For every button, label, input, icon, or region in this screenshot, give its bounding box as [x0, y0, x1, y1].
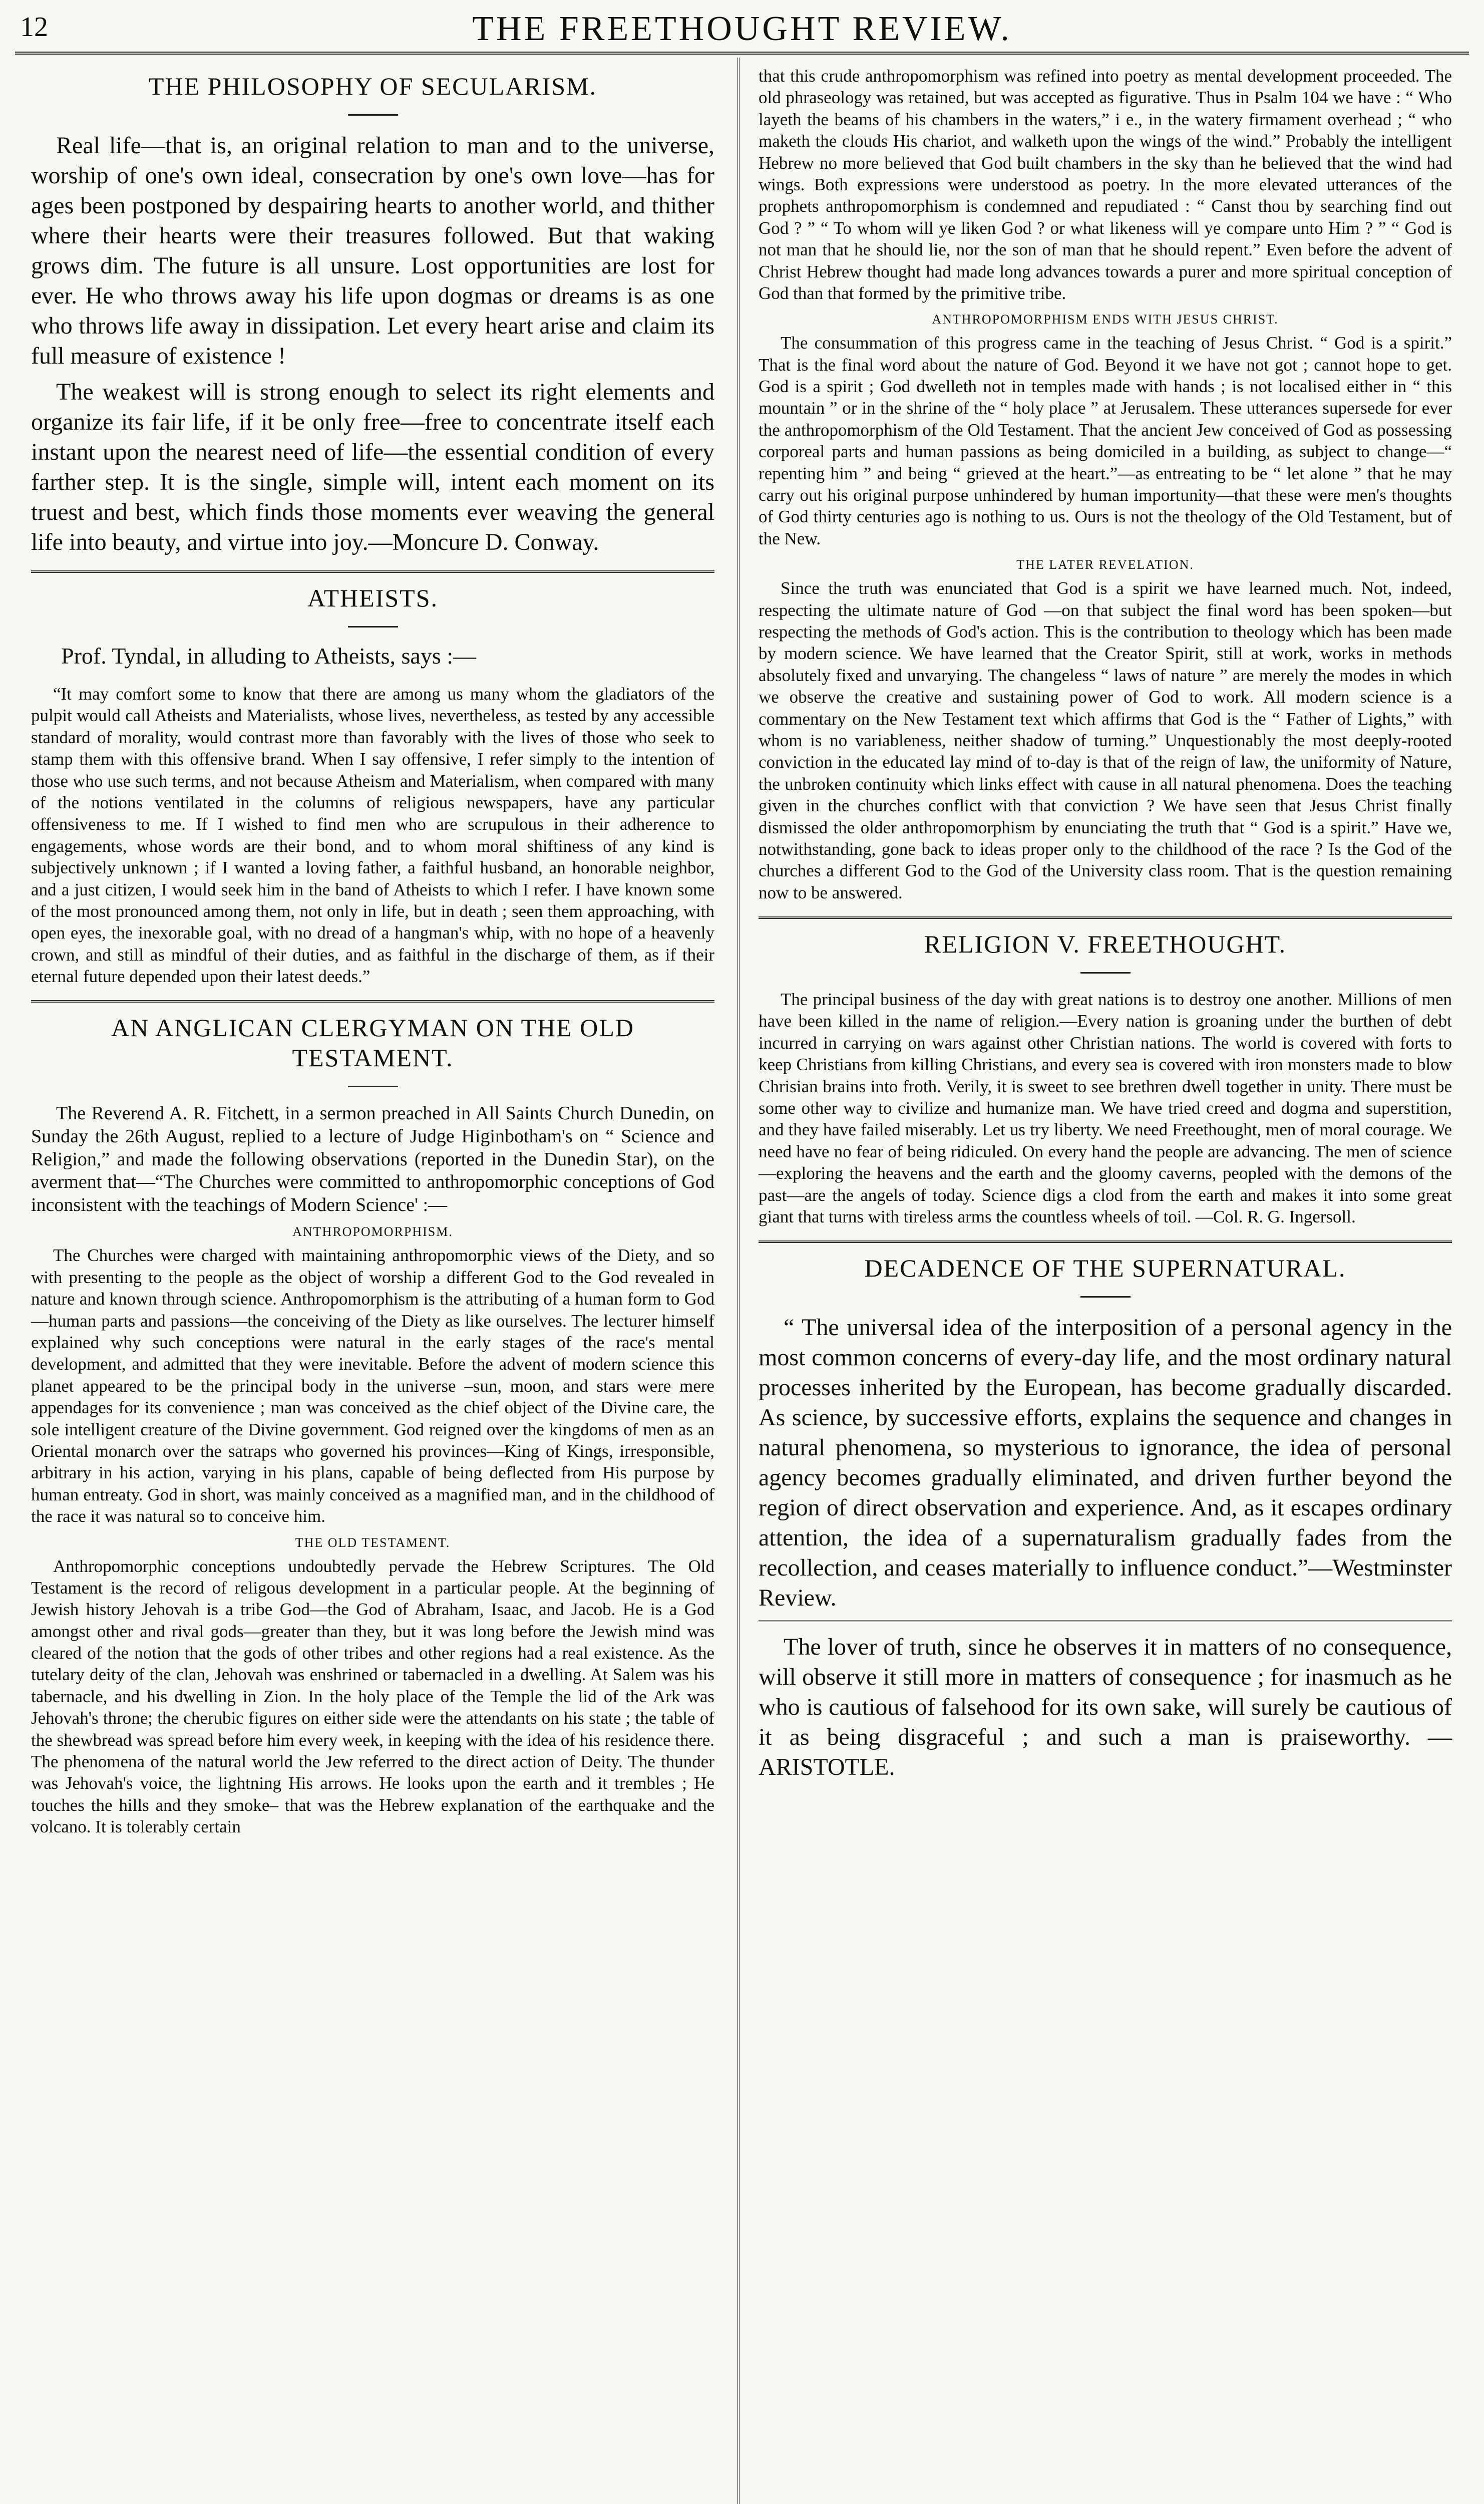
paragraph-continued: that this crude anthropomorphism was refined into poetry as mental development proceeded. The old phraseology was retained, but was accepted as figurative. Thus in Psalm 104 we have : “ Who layeth the beams of his chambers in the waters,” i e., in the watery firmament overhead ; “ who maketh the clouds His chariot, and walketh upon the wings of the wind.” Probably the intelligent Hebrew no more believed that God built chambers in the sky than he believed that the wind had wings. Both expressions were understood as poetry. In the more elevated utterances of the prophets anthropomorphism is condemned and repudiated : “ Canst thou by searching find out God ? ” “ To whom will ye liken God ? or what likeness will ye compare unto Him ? ” “ God is not man that he should lie, nor the son of man that he should repent.” Even before the advent of Christ Hebrew thought had made long advances towards a purer and more spiritual conception of God than that formed by the primitive tribe. [759, 66, 1452, 303]
paragraph: The lover of truth, since he observes it in matters of no consequence, will observe it still more in matters of consequence ; for inasmuch as he who is cautious of falsehood for its own sake, will surely be cautious of it as being disgraceful ; and such a man is praiseworthy. —ARISTOTLE. [759, 1634, 1452, 1781]
heading-rule [1080, 1296, 1131, 1298]
header-rule [15, 52, 1469, 55]
heading-rule [348, 114, 398, 116]
article-separator [759, 916, 1452, 919]
column-divider [737, 58, 739, 2504]
masthead [20, 0, 1464, 50]
article-separator [31, 1000, 714, 1003]
heading-rule [348, 626, 398, 628]
heading-rule [1080, 972, 1131, 974]
paragraph: The weakest will is strong enough to select its right elements and organize its fair life, if it be only free—free to concentrate itself each instant upon the nearest need of life—the essential condition of every farther step. It is the single, simple will, intent each moment on its truest and best, which finds those moments ever weaving the general life into beauty, and virtue into joy.—Moncure D. Conway. [31, 379, 714, 555]
article-heading: AN ANGLICAN CLERGYMAN ON THE OLD TESTAMENT. [111, 1014, 634, 1072]
article-heading: THE PHILOSOPHY OF SECULARISM. [148, 72, 597, 100]
paragraph: The Reverend A. R. Fitchett, in a sermon preached in All Saints Church Dunedin, on Sunday the 26th August, replied to a lecture of Judge Higinbotham's on “ Science and Religion,” and made the following observations (reported in the Dunedin Star), on the averment that—“The Churches were committed to anthropomorphic conceptions of God inconsistent with the teachings of Modern Science' :— [31, 1103, 714, 1215]
article-atheists [31, 583, 714, 987]
newspaper-title: THE FREETHOUGHT REVIEW. [472, 10, 1012, 48]
article-decadence [759, 1253, 1452, 1613]
article-heading: RELIGION V. FREETHOUGHT. [924, 930, 1286, 959]
article-separator [31, 570, 714, 573]
heading-rule [348, 1086, 398, 1087]
article-anglican [31, 1013, 714, 1837]
article-aristotle [759, 1632, 1452, 1782]
article-separator [759, 1620, 1452, 1622]
paragraph: The consummation of this progress came in the teaching of Jesus Christ. “ God is a spirit.” That is the final word about the nature of God. Beyond it we have not got ; cannot hope to get. God is a spirit ; God dwelleth not in temples made with hands ; is not localised either in “ this mountain ” or in the shrine of the “ holy place ” at Jerusalem. These utterances supersede for ever the anthropomorphism of the Old Testament. That the ancient Jew conceived of God as possessing corporeal parts and human passions as being domiciled in a building, as subject to change—“ repenting him ” and being “ grieved at the heart.”—as entreating to be “ let alone ” that he may carry out his original purpose unhindered by human importunity—that these were men's thoughts of God thirty centuries ago is nothing to us. Ours is not the theology of the Old Testament, but of the New. [759, 333, 1452, 548]
left-column [31, 65, 714, 1842]
paragraph: The Churches were charged with maintaining anthropomorphic views of the Diety, and so with presenting to the people as the object of worship a different God to the God revealed in nature and known through science. Anthropomorphism is the attributing of a human form to God—human parts and passions—the conceiving of the Diety as like ourselves. The lecturer himself explained why such conceptions were natural in the early stages of the race's mental development, and admitted that they were inevitable. Before the advent of modern science this planet appeared to be the principal body in the universe –sun, moon, and stars were mere appendages for its convenience ; man was conceived as the chief object of the Divine care, the sole intelligent creature of the Divine government. God reigned over the kingdoms of men as an Oriental monarch over the satraps who governed his provinces—King of Kings, irresponsible, arbitrary in his action, varying in his plans, capable of being deflected from His purpose by human entreaty. God in short, was mainly conceived as a magnified man, and in the childhood of the race it was natural so to conceive him. [31, 1245, 714, 1526]
subheading: ANTHROPOMORPHISM. [292, 1224, 453, 1239]
paragraph: Since the truth was enunciated that God is a spirit we have learned much. Not, indeed, respecting the ultimate nature of God —on that subject the final word has been spoken—but respecting the methods of God's action. This is the contribution to theology which has been made by modern science. We have learned that the Creator Spirit, still at work, works in methods absolutely fixed and unvarying. The changeless “ laws of nature ” are merely the modes in which we observe the creative and sustaining power of God to work. All modern science is a commentary on the New Testament text which affirms that God is the “ Father of Lights,” with whom is no variableness, neither shadow of turning.” Unquestionably the most deeply-rooted conviction in the educated lay mind of to-day is that of the reign of law, the uniformity of Nature, the unbroken continuity which links effect with cause in all natural phenomena. Does the teaching given in the churches conflict with that conviction ? We have seen that Jesus Christ finally dismissed the older anthropomorphism by enunciating the truth that “ God is a spirit.” Have we, notwithstanding, gone back to ideas proper only to the childhood of the race ? Is the God of the churches a different God to the God of the University class room. That is the question remaining now to be answered. [759, 578, 1452, 902]
right-column [759, 65, 1452, 1788]
page-number: 12 [20, 12, 48, 43]
paragraph: “ The universal idea of the interposition of a personal agency in the most common concerns of every-day life, and the most ordinary natural processes inherited by the European, has become gradually discarded. As science, by successive efforts, explains the sequence and changes in natural phenomena, so mysterious to ignorance, the idea of personal agency becomes gradually eliminated, and driven further beyond the region of direct observation and experience. And, as it escapes ordinary attention, the idea of a supernaturalism gradually fades from the recollection, and ceases materially to influence conduct.”—Westminster Review. [759, 1314, 1452, 1612]
article-heading: DECADENCE OF THE SUPERNATURAL. [864, 1254, 1346, 1283]
paragraph: The principal business of the day with great nations is to destroy one another. Millions of men have been killed in the name of religion.—Every nation is groaning under the burthen of debt incurred in carrying on wars against other Christian nations. The world is covered with forts to keep Christians from killing Christians, and every sea is covered with iron monsters made to blow Chrisian brains into froth. Verily, it is sweet to see brethren dwell together in unity. There must be some other way to civilize and humanize man. We have tried creed and dogma and superstition, and they have failed miserably. Let us try liberty. We need Freethought, men of moral courage. We need have no fear of being ridiculed. On every hand the people are advancing. The men of science—exploring the heavens and the earth and the gloomy caverns, peopled with the demons of the past—are the angels of today. Science digs a clod from the earth and makes it into some great giant that turns with tireless arms the countless wheels of toil. —Col. R. G. Ingersoll. [759, 990, 1452, 1226]
subheading: THE OLD TESTAMENT. [295, 1535, 451, 1550]
article-separator [759, 1240, 1452, 1243]
article-religion [759, 929, 1452, 1227]
article-secularism [31, 71, 714, 557]
subheading: THE LATER REVELATION. [1016, 557, 1194, 572]
paragraph: Real life—that is, an original relation to man and to the universe, worship of one's own ideal, consecration by one's own love—has for ages been postponed by despairing hearts to another world, and thither where their hearts were their treasures followed. But that waking grows dim. The future is all unsure. Lost opportunities are lost for ever. He who throws away his life upon dogmas or dreams is as one who throws life away in dissipation. Let every heart arise and claim its full measure of existence ! [31, 132, 714, 369]
quotation: “It may comfort some to know that there are among us many whom the gladiators of the pulpit would call Atheists and Materialists, whose lives, nevertheless, as tested by any accessible standard of morality, would contrast more than favorably with the lives of those who seek to stamp them with this offensive brand. When I say offensive, I refer simply to the intention of those who use such terms, and not because Atheism and Materialism, when compared with many of the notions ventilated in the columns of religious newspapers, have any particular offensiveness to me. If I wished to find men who are scrupulous in their adherence to engagements, whose words are their bond, and to whom moral shiftiness of any kind is subjectively unknown ; if I wanted a loving father, a faithful husband, an honorable neighbor, and a just citizen, I would seek him in the band of Atheists to which I refer. I have known some of the most pronounced among them, not only in life, but in death ; seen them approaching, with open eyes, the inexorable goal, with no dread of a hangman's whip, with no hope of a heavenly crown, and still as mindful of their duties, and as faithful in the discharge of them, as if their eternal future depended upon their latest deeds.” [31, 684, 714, 987]
subheading: ANTHROPOMORPHISM ENDS WITH JESUS CHRIST. [932, 312, 1279, 327]
paragraph: Anthropomorphic conceptions undoubtedly pervade the Hebrew Scriptures. The Old Testament is the record of religous development in a particular people. At the beginning of Jewish history Jehovah is a tribe God—the God of Abraham, Isaac, and Jacob. He is a God amongst other and rival gods—greater than they, but it was long before the Jewish mind was cleared of the notion that the gods of other tribes and other regions had a real existence. As the tutelary deity of the clan, Jehovah was enshrined or tabernacled in a dwelling. At Salem was his tabernacle, and his dwelling in Zion. In the holy place of the Temple the lid of the Ark was Jehovah's throne; the cherubic figures on either side were the attendants on his state ; the table of the shewbread was spread before him every week, in keeping with the idea of his residence there. The phenomena of the natural world the Jew referred to the direct action of Deity. The thunder was Jehovah's voice, the lightning His arrows. He looks upon the earth and it trembles ; He touches the hills and they smoke– that was the Hebrew explanation of the earthquake and the volcano. It is tolerably certain [31, 1556, 714, 1837]
intro-line: Prof. Tyndal, in alluding to Atheists, says :— [61, 643, 477, 669]
article-heading: ATHEISTS. [307, 584, 439, 612]
